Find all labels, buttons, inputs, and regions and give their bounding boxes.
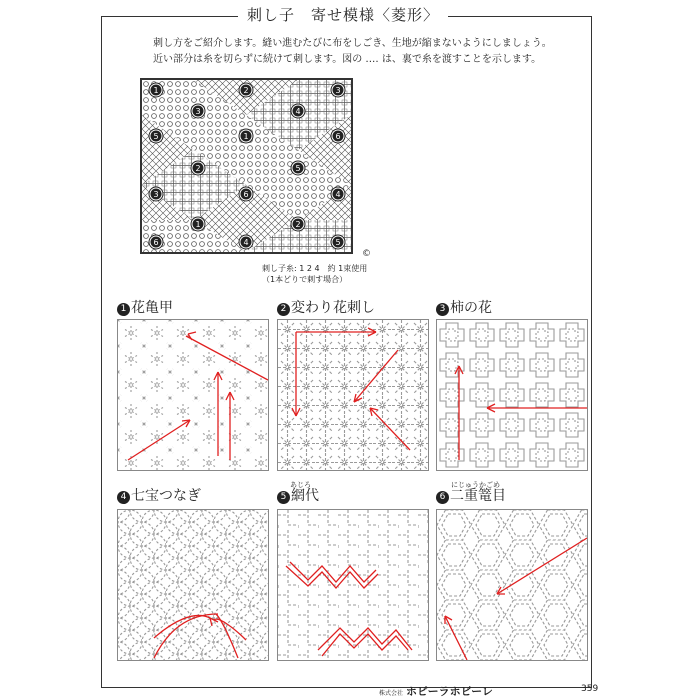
pattern-6-ruby: にじゅうかごめ: [451, 481, 500, 489]
sampler-marker-label: 4: [243, 238, 249, 247]
pattern-1-caption: [117, 300, 173, 316]
sampler-marker-label: 4: [335, 190, 341, 199]
sampler-marker-label: 3: [335, 86, 341, 95]
pattern-3-number: 3: [436, 303, 449, 316]
pattern-1-number: 1: [117, 303, 130, 316]
pattern-6-caption: [436, 488, 506, 504]
sampler-marker-label: 3: [153, 190, 159, 199]
sampler-marker-label: 4: [295, 107, 301, 116]
pattern-5-ruby: あじろ: [290, 481, 311, 489]
pattern-6-diagram: [436, 509, 588, 661]
copyright-mark: ©: [362, 249, 371, 259]
sampler-marker-label: 6: [335, 132, 341, 141]
pattern-5-name: 網代: [291, 488, 319, 504]
page-title: 刺し子 寄せ模様〈菱形〉: [238, 4, 448, 26]
pattern-2-diagram: [277, 319, 429, 471]
sampler-marker-label: 5: [335, 238, 341, 247]
sampler-diagram: [140, 78, 353, 254]
pattern-2-caption: [277, 300, 375, 316]
pattern-4-diagram: [117, 509, 269, 661]
intro-line-2: 近い部分は糸を切らずに続けて刺します。図の ‥‥ は、裏で糸を渡すことを示します。: [153, 54, 542, 65]
thread-info-line-1: 刺し子糸: 1 2 4 約 1束使用: [262, 264, 368, 273]
sampler-marker-label: 1: [153, 86, 159, 95]
pattern-1-name: 花亀甲: [131, 300, 173, 316]
intro-line-1: 刺し方をご紹介します。縫い進むたびに布をしごき、生地が縮まないようにしましょう。: [153, 38, 552, 49]
intro-text: [153, 36, 583, 68]
sampler-marker-label: 5: [295, 164, 301, 173]
sampler-marker-label: 6: [153, 238, 159, 247]
pattern-2-name: 変わり花刺し: [291, 300, 375, 316]
pattern-4-caption: [117, 488, 201, 504]
pattern-4-number: 4: [117, 491, 130, 504]
pattern-5-diagram: [277, 509, 429, 661]
publisher-prefix: 株式会社: [379, 690, 404, 697]
sampler-marker-label: 6: [243, 190, 249, 199]
pattern-6-name: 二重篭目: [450, 488, 506, 504]
sampler-marker-label: 3: [195, 107, 201, 116]
thread-info: [262, 263, 367, 285]
thread-info-line-2: （1本どりで刺す場合）: [262, 275, 348, 284]
pattern-4-name: 七宝つなぎ: [131, 488, 201, 504]
sampler-marker-label: 2: [195, 164, 201, 173]
publisher-logo: [379, 683, 493, 699]
pattern-3-name: 柿の花: [450, 300, 492, 316]
sampler-marker-label: 1: [243, 132, 249, 141]
sampler-marker-label: 1: [195, 220, 201, 229]
sampler-marker-label: 2: [295, 220, 301, 229]
pattern-6-number: 6: [436, 491, 449, 504]
publisher-name: ホビーラホビーレ: [406, 685, 493, 698]
sampler-svg: [142, 80, 351, 252]
pattern-5-number: 5: [277, 491, 290, 504]
pattern-5-caption: [277, 488, 319, 504]
pattern-1-diagram: [117, 319, 269, 471]
pattern-3-diagram: [436, 319, 588, 471]
page-number: 359: [581, 684, 599, 694]
pattern-2-number: 2: [277, 303, 290, 316]
pattern-3-caption: [436, 300, 492, 316]
sampler-marker-label: 2: [243, 86, 249, 95]
sampler-marker-label: 5: [153, 132, 159, 141]
